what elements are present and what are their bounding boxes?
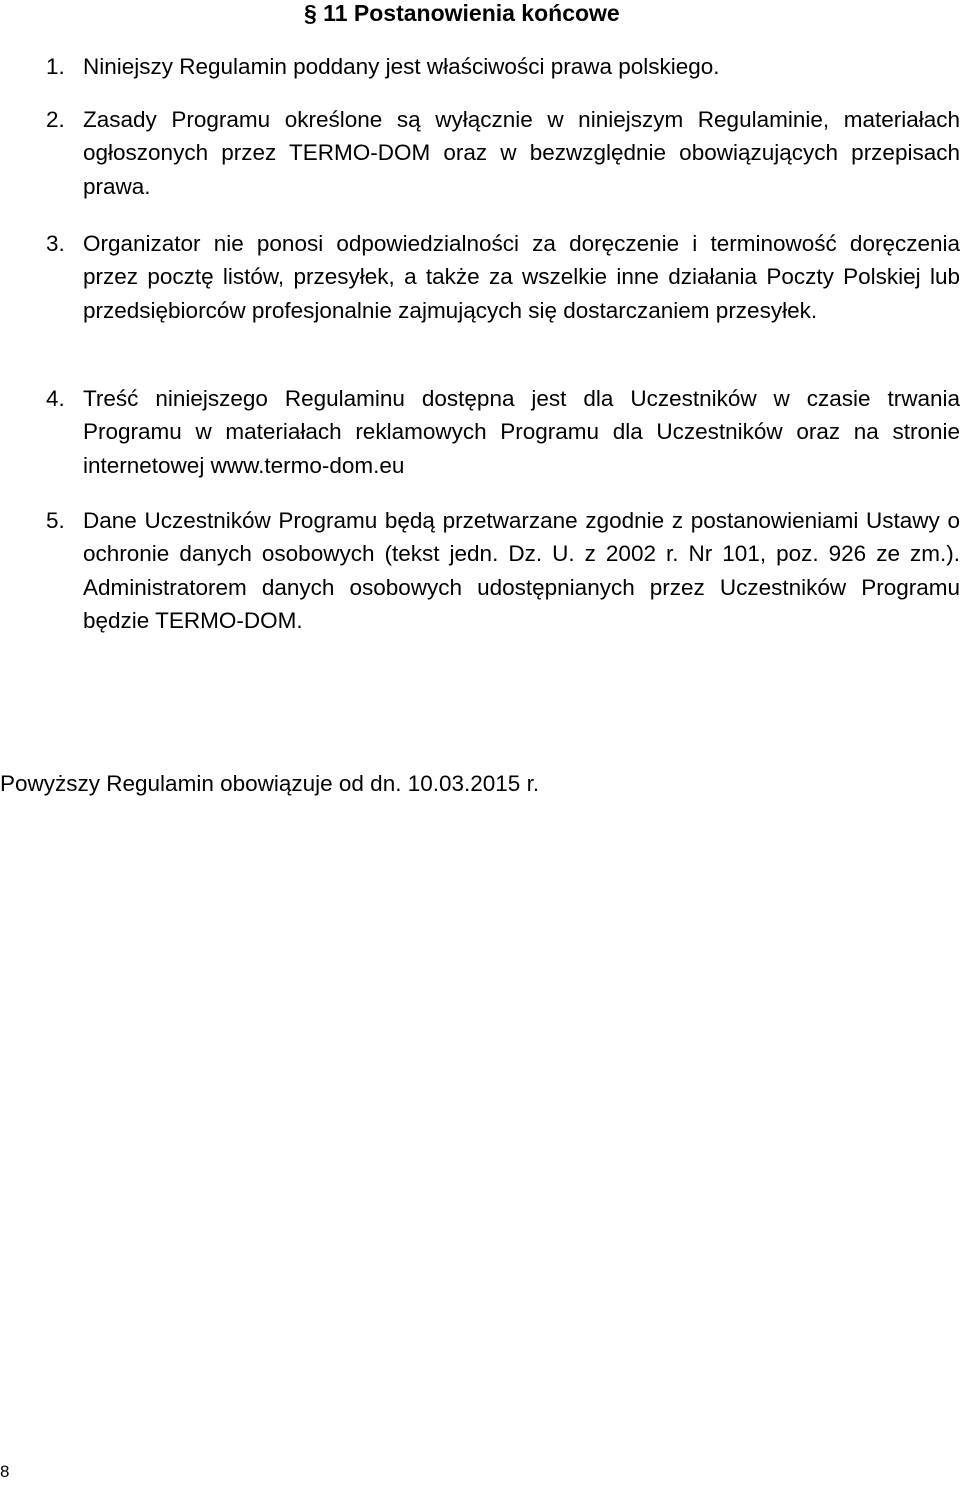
- page-number: 8: [0, 1462, 10, 1481]
- list-item-number: 2.: [46, 107, 65, 132]
- list-item-number: 5.: [46, 508, 65, 533]
- list-item: [46, 50, 960, 83]
- section-heading: § 11 Postanowienia końcowe: [304, 0, 620, 26]
- list-item: [46, 227, 960, 327]
- list-item-text: Niniejszy Regulamin poddany jest właściwości prawa polskiego.: [83, 54, 720, 79]
- list-item: [46, 504, 960, 637]
- list-item-number: 4.: [46, 386, 65, 411]
- list-item-text: Dane Uczestników Programu będą przetwarzane zgodnie z postanowieniami Ustawy o ochronie danych osobowych (tekst jedn. Dz. U. z 2002 r. Nr 101, poz. 926 ze zm.). Administratorem danych osobowych udostępnianych przez Uczestników Programu będzie TERMO-DOM.: [83, 508, 960, 633]
- list-item: [46, 382, 960, 482]
- list-item-number: 3.: [46, 231, 65, 256]
- effective-date-note: Powyższy Regulamin obowiązuje od dn. 10.03.2015 r.: [0, 771, 540, 796]
- list-item-text: Treść niniejszego Regulaminu dostępna jest dla Uczestników w czasie trwania Programu w materiałach reklamowych Programu dla Uczestników oraz na stronie internetowej www.termo-dom.eu: [83, 386, 960, 478]
- list-item: [46, 103, 960, 203]
- list-item-text: Organizator nie ponosi odpowiedzialności za doręczenie i terminowość doręczenia przez pocztę listów, przesyłek, a także za wszelkie inne działania Poczty Polskiej lub przedsiębiorców profesjonalnie zajmujących się dostarczaniem przesyłek.: [83, 231, 960, 323]
- list-item-text: Zasady Programu określone są wyłącznie w niniejszym Regulaminie, materiałach ogłoszonych przez TERMO-DOM oraz w bezwzględnie obowiązujących przepisach prawa.: [83, 107, 960, 199]
- list-item-number: 1.: [46, 54, 65, 79]
